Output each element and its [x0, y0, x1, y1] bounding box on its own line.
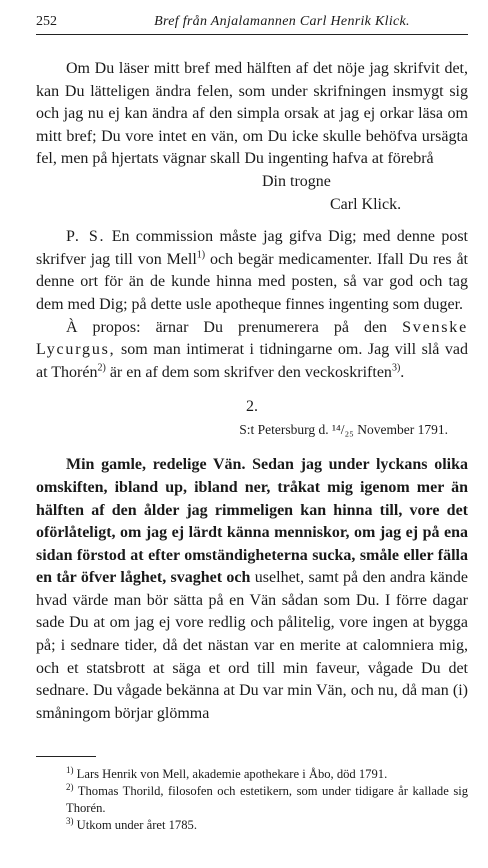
apropos-publication: Svenske Lycurgus, [36, 318, 469, 359]
apropos-text-3: är en af dem som skrifver den veckoskriften [109, 363, 392, 381]
footnote-mark-1: 1) [66, 764, 74, 775]
ps-text-1: En commission måste jag gifva Dig; med denne post skrifver jag till von Mell [36, 228, 469, 268]
footnote-text-3: Utkom under året 1785. [76, 818, 197, 832]
apropos-text-1: À propos: ärnar Du prenumerera på den [66, 318, 388, 336]
footnote-ref-2: 2) [97, 362, 106, 374]
letter1-closing: Din trogne [262, 172, 331, 190]
running-title: Bref från Anjalamannen Carl Henrik Klick. [154, 14, 410, 29]
letter1-paragraph: Om Du läser mitt bref med hälften af det nöje jag skrifvit det, kan Du lätteligen ändra felen, som under skrifningen insmygt sig och jag nu ej kan ändra af den simpla orsak at jag ej orkar läsa om mitt bref; Du vore intet en vän, om Du icke skulle behöfva ursägta fel, men på hjertats vägnar skall Du ingenting hafva at förebrå [36, 60, 468, 168]
footnote-2 [36, 783, 468, 817]
letter2-text: uselhet, samt på den andra kände hvad värde man bör sätta på en Vän sådan som Du. I förre dagar sade Du at om jag ej vore redlig och pålitelig, vore ingen at bygga på; i sednare tider, då det nästan var en merite at calomniera mig, och et statsbrott at säga et ord till min faveur, vågade Du det sednare. Du vågade bekänna at Du var min Vän, och nu, då man (i) småningom börjar glömma [36, 569, 468, 722]
body-text [36, 58, 468, 725]
footnote-mark-3: 3) [66, 815, 74, 826]
letter-number: 2. [246, 398, 258, 416]
letter2-bold-text: Min gamle, redelige Vän. Sedan jag under lyckans olika omskiften, ibland up, ibland ner, tråkat mig igenom mer än hälften af den ålder jag rimmeligen kan hinna till, vore det oförlåteligt, om jag ej lärdt känna menniskor, om jag ej på ena sidan förstod at efter omständigheterna sucka, småle eller fälla en tår öfver låghet, svaghet och [36, 456, 468, 587]
apropos-end: . [400, 363, 405, 381]
footnote-3 [36, 817, 468, 834]
footnote-1 [36, 766, 468, 783]
letter-dateline: S:t Petersburg d. ¹⁴/₂₅ November 1791. [239, 422, 448, 438]
ps-label: P. S. [66, 228, 106, 246]
running-head [36, 12, 468, 35]
letter1-signature: Carl Klick. [330, 195, 402, 213]
footnote-ref-1: 1) [196, 249, 206, 261]
apropos-text-2: som man intimerat i tidningarne om. Jag vill slå vad at Thorén [36, 341, 468, 381]
postscript-paragraph [36, 226, 468, 316]
footnote-text-2: Thomas Thorild, filosofen och estetikern, som under tidigare år kallade sig Thorén. [66, 784, 469, 815]
footnote-text-1: Lars Henrik von Mell, akademie apothekare i Åbo, död 1791. [76, 767, 388, 781]
footnote-mark-2: 2) [66, 781, 74, 792]
footnote-divider [36, 756, 96, 757]
ps-text-2: och begär medicamenter. Ifall Du res åt denne ort för än de kunde hinna med posten, så var god och tag dem med Dig; på dette usle apotheque finnes ingenting som duger. [36, 250, 469, 313]
apropos-paragraph [36, 317, 468, 385]
footnote-ref-3: 3) [391, 362, 401, 374]
page-number: 252 [36, 14, 57, 29]
footnotes [36, 766, 468, 834]
letter2-paragraph [36, 454, 468, 725]
